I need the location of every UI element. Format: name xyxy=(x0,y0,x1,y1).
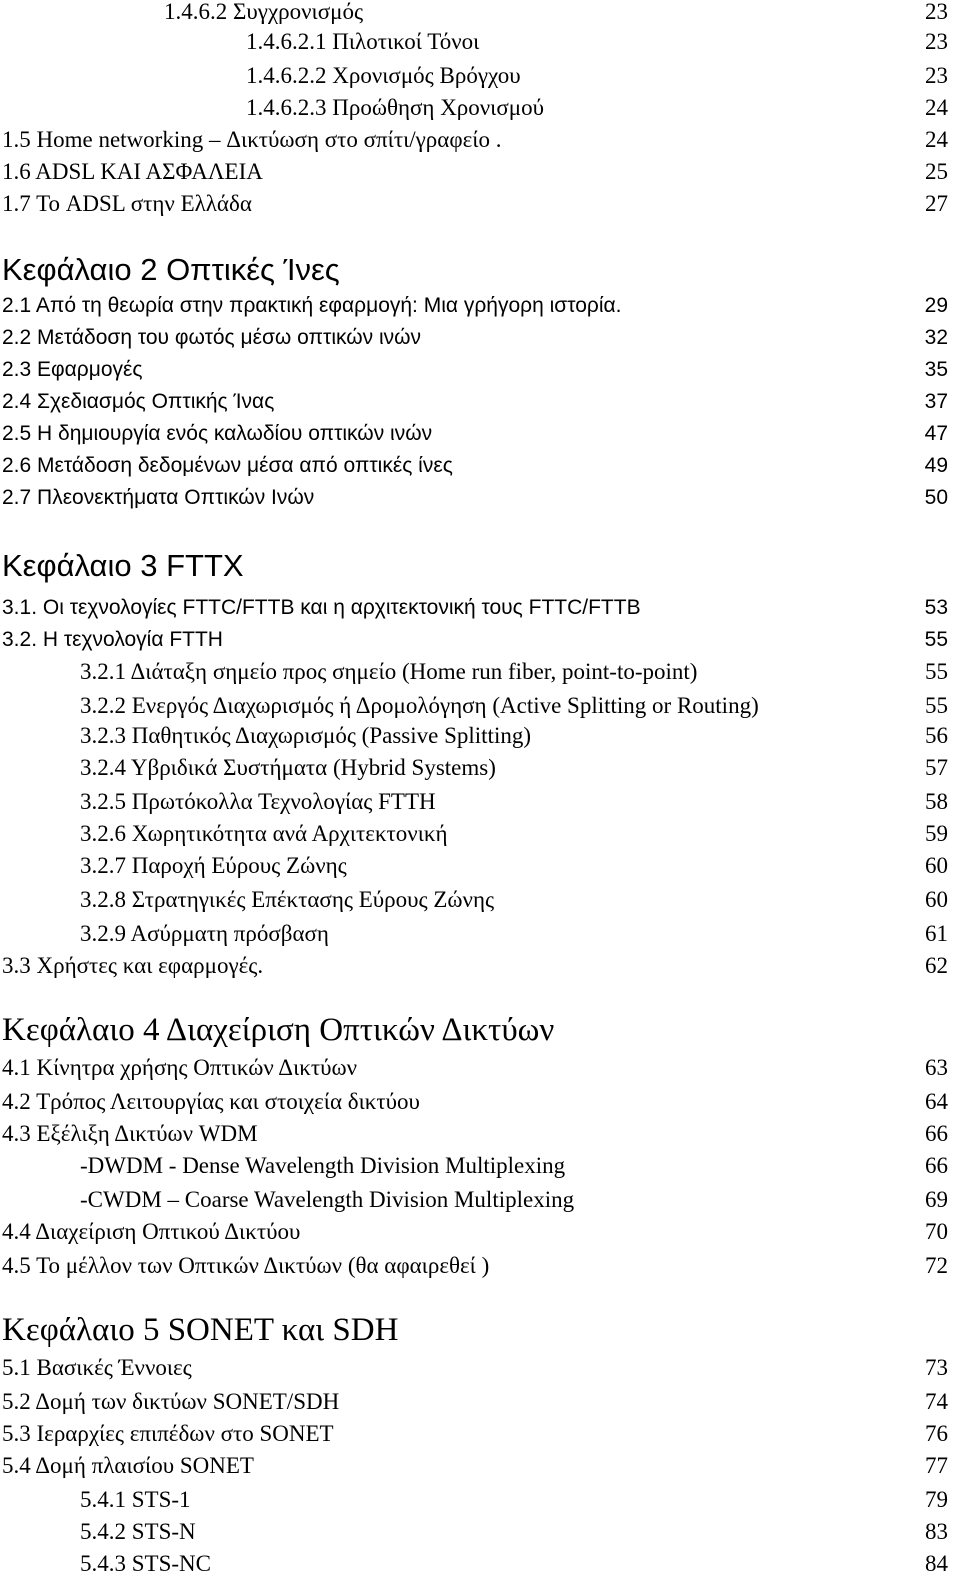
toc-entry xyxy=(0,1484,960,1516)
toc-entry-label: 4.3 Εξέλιξη Δικτύων WDM xyxy=(2,1121,258,1146)
chapter-heading xyxy=(0,1010,960,1054)
toc-entry-label: 1.6 ADSL ΚΑΙ ΑΣΦΑΛΕΙΑ xyxy=(2,159,263,184)
toc-entry-label: 3.2. Η τεχνολογία FTTH xyxy=(2,628,223,651)
toc-entry-label: 5.2 Δομή των δικτύων SONET/SDH xyxy=(2,1389,340,1414)
toc-entry-page-number: 66 xyxy=(925,1121,948,1146)
toc-entry-page-number: 47 xyxy=(924,422,948,445)
toc-entry-page-number: 57 xyxy=(925,755,948,780)
toc-entry xyxy=(0,1184,960,1216)
toc-entry-label: 3.2.5 Πρωτόκολλα Τεχνολογίας FTTH xyxy=(80,789,436,814)
toc-entry-page-number: 74 xyxy=(925,1389,948,1414)
toc-entry-label: 4.5 Το μέλλον των Οπτικών Δικτύων (θα αφαιρεθεί ) xyxy=(2,1253,490,1278)
toc-entry-page-number: 83 xyxy=(925,1519,948,1544)
toc-entry xyxy=(0,1450,960,1482)
toc-entry-label: 5.3 Ιεραρχίες επιπέδων στο SONET xyxy=(2,1421,334,1446)
toc-entry xyxy=(0,354,960,386)
toc-entry-page-number: 59 xyxy=(925,821,948,846)
toc-entry xyxy=(0,918,960,950)
toc-entry-label: 1.4.6.2.2 Χρονισμός Βρόγχου xyxy=(246,63,521,88)
toc-entry xyxy=(0,290,960,322)
toc-entry-label: 5.4.2 STS-N xyxy=(80,1519,196,1544)
chapter-title: Κεφάλαιο 3 FTTX xyxy=(2,548,244,583)
toc-entry-label: 1.4.6.2.1 Πιλοτικοί Τόνοι xyxy=(246,29,480,54)
chapter-heading xyxy=(0,250,960,294)
toc-entry-label: 2.1 Από τη θεωρία στην πρακτική εφαρμογή: Μια γρήγορη ιστορία. xyxy=(2,294,622,317)
toc-entry-page-number: 60 xyxy=(925,853,948,878)
toc-entry xyxy=(0,1250,960,1282)
toc-entry-label: 3.2.2 Ενεργός Διαχωρισμός ή Δρομολόγηση (Active Splitting or Routing) xyxy=(80,693,759,718)
toc-entry-page-number: 55 xyxy=(925,659,948,684)
toc-entry-label: 5.4 Δομή πλαισίου SONET xyxy=(2,1453,254,1478)
chapter-title: Κεφάλαιο 5 SONET και SDH xyxy=(2,1312,399,1348)
toc-entry-label: 2.5 Η δημιουργία ενός καλωδίου οπτικών ινών xyxy=(2,422,433,445)
toc-entry-page-number: 24 xyxy=(925,95,948,120)
toc-entry xyxy=(0,156,960,188)
chapter-title: Κεφάλαιο 4 Διαχείριση Οπτικών Δικτύων xyxy=(2,1012,555,1048)
toc-entry xyxy=(0,690,960,722)
toc-entry xyxy=(0,656,960,688)
chapter-heading xyxy=(0,1310,960,1354)
toc-entry xyxy=(0,0,960,28)
toc-entry-page-number: 23 xyxy=(925,63,948,88)
toc-entry xyxy=(0,1086,960,1118)
toc-entry-page-number: 23 xyxy=(925,0,948,24)
toc-entry-label: 2.7 Πλεονεκτήματα Οπτικών Ινών xyxy=(2,486,315,509)
toc-entry xyxy=(0,1150,960,1182)
toc-entry xyxy=(0,1516,960,1548)
toc-entry-page-number: 29 xyxy=(924,294,948,317)
toc-entry-page-number: 69 xyxy=(925,1187,948,1212)
toc-entry-page-number: 55 xyxy=(925,693,948,718)
toc-entry xyxy=(0,884,960,916)
chapter-heading xyxy=(0,546,960,590)
toc-entry-page-number: 63 xyxy=(925,1055,948,1080)
toc-entry xyxy=(0,124,960,156)
toc-entry-label: -DWDM - Dense Wavelength Division Multiplexing xyxy=(80,1153,566,1178)
toc-entry xyxy=(0,1386,960,1418)
toc-entry-label: 4.1 Κίνητρα χρήσης Οπτικών Δικτύων xyxy=(2,1055,358,1080)
toc-entry-page-number: 50 xyxy=(924,486,948,509)
toc-entry-page-number: 23 xyxy=(925,29,948,54)
toc-entry-page-number: 25 xyxy=(925,159,948,184)
toc-entry-page-number: 61 xyxy=(925,921,948,946)
toc-entry xyxy=(0,1548,960,1580)
toc-entry-page-number: 32 xyxy=(924,326,948,349)
toc-entry-label: 2.2 Μετάδοση του φωτός μέσω οπτικών ινών xyxy=(2,326,422,349)
toc-entry-label: 3.2.8 Στρατηγικές Επέκτασης Εύρους Ζώνης xyxy=(80,887,495,912)
toc-entry-label: 5.1 Βασικές Έννοιες xyxy=(2,1355,192,1380)
toc-entry-label: 2.6 Μετάδοση δεδομένων μέσα από οπτικές ίνες xyxy=(2,454,453,477)
toc-entry-label: 2.3 Εφαρμογές xyxy=(2,358,143,381)
toc-entry-label: 1.5 Home networking – Δικτύωση στο σπίτι/γραφείο . xyxy=(2,127,502,152)
toc-entry xyxy=(0,1352,960,1384)
chapter-title: Κεφάλαιο 2 Οπτικές Ίνες xyxy=(2,252,340,287)
toc-entry xyxy=(0,60,960,92)
toc-entry xyxy=(0,1216,960,1248)
toc-entry xyxy=(0,1418,960,1450)
toc-entry-label: 4.2 Τρόπος Λειτουργίας και στοιχεία δικτύου xyxy=(2,1089,420,1114)
toc-entry-label: 5.4.1 STS-1 xyxy=(80,1487,191,1512)
toc-entry-label: 3.1. Οι τεχνολογίες FTTC/FTTB και η αρχιτεκτονική τους FTTC/FTTB xyxy=(2,596,641,619)
toc-entry-label: 1.4.6.2 Συγχρονισμός xyxy=(164,0,364,24)
toc-entry xyxy=(0,786,960,818)
toc-entry-page-number: 77 xyxy=(925,1453,948,1478)
toc-entry-label: 3.2.3 Παθητικός Διαχωρισμός (Passive Splitting) xyxy=(80,723,531,748)
toc-entry-label: 5.4.3 STS-NC xyxy=(80,1551,211,1576)
toc-entry-page-number: 55 xyxy=(924,628,948,651)
toc-entry-label: -CWDM – Coarse Wavelength Division Multiplexing xyxy=(80,1187,575,1212)
toc-entry xyxy=(0,450,960,482)
toc-entry xyxy=(0,188,960,220)
toc-entry xyxy=(0,92,960,124)
toc-entry xyxy=(0,850,960,882)
toc-entry-page-number: 64 xyxy=(925,1089,948,1114)
toc-entry-page-number: 58 xyxy=(925,789,948,814)
toc-entry-page-number: 70 xyxy=(925,1219,948,1244)
toc-entry-label: 4.4 Διαχείριση Οπτικού Δικτύου xyxy=(2,1219,301,1244)
toc-entry xyxy=(0,950,960,982)
toc-entry xyxy=(0,624,960,656)
toc-entry-label: 3.2.4 Υβριδικά Συστήματα (Hybrid Systems) xyxy=(80,755,496,780)
toc-entry-page-number: 72 xyxy=(925,1253,948,1278)
toc-entry xyxy=(0,592,960,624)
toc-entry xyxy=(0,482,960,514)
toc-entry-label: 3.3 Χρήστες και εφαρμογές. xyxy=(2,953,264,978)
toc-entry xyxy=(0,752,960,784)
toc-entry xyxy=(0,26,960,58)
toc-entry-label: 1.4.6.2.3 Προώθηση Χρονισμού xyxy=(246,95,544,120)
toc-entry xyxy=(0,322,960,354)
toc-entry-label: 1.7 Το ADSL στην Ελλάδα xyxy=(2,191,252,216)
toc-entry-page-number: 37 xyxy=(924,390,948,413)
toc-entry xyxy=(0,1052,960,1084)
toc-entry-label: 3.2.7 Παροχή Εύρους Ζώνης xyxy=(80,853,347,878)
toc-entry-page-number: 66 xyxy=(925,1153,948,1178)
toc-entry-page-number: 35 xyxy=(924,358,948,381)
toc-entry-page-number: 27 xyxy=(925,191,948,216)
toc-entry-page-number: 53 xyxy=(924,596,948,619)
toc-entry-page-number: 56 xyxy=(925,723,948,748)
toc-entry xyxy=(0,1118,960,1150)
toc-entry-page-number: 84 xyxy=(925,1551,948,1576)
toc-entry xyxy=(0,386,960,418)
toc-entry xyxy=(0,720,960,752)
toc-entry xyxy=(0,818,960,850)
toc-entry-page-number: 49 xyxy=(924,454,948,477)
toc-entry-label: 2.4 Σχεδιασμός Οπτικής Ίνας xyxy=(2,390,275,413)
toc-entry-page-number: 79 xyxy=(925,1487,948,1512)
toc-entry-page-number: 24 xyxy=(925,127,948,152)
toc-entry-page-number: 76 xyxy=(925,1421,948,1446)
toc-entry xyxy=(0,418,960,450)
toc-entry-page-number: 62 xyxy=(925,953,948,978)
toc-entry-page-number: 60 xyxy=(925,887,948,912)
toc-entry-label: 3.2.9 Ασύρματη πρόσβαση xyxy=(80,921,329,946)
toc-entry-page-number: 73 xyxy=(925,1355,948,1380)
toc-entry-label: 3.2.6 Χωρητικότητα ανά Αρχιτεκτονική xyxy=(80,821,448,846)
toc-entry-label: 3.2.1 Διάταξη σημείο προς σημείο (Home run fiber, point-to-point) xyxy=(80,659,698,684)
